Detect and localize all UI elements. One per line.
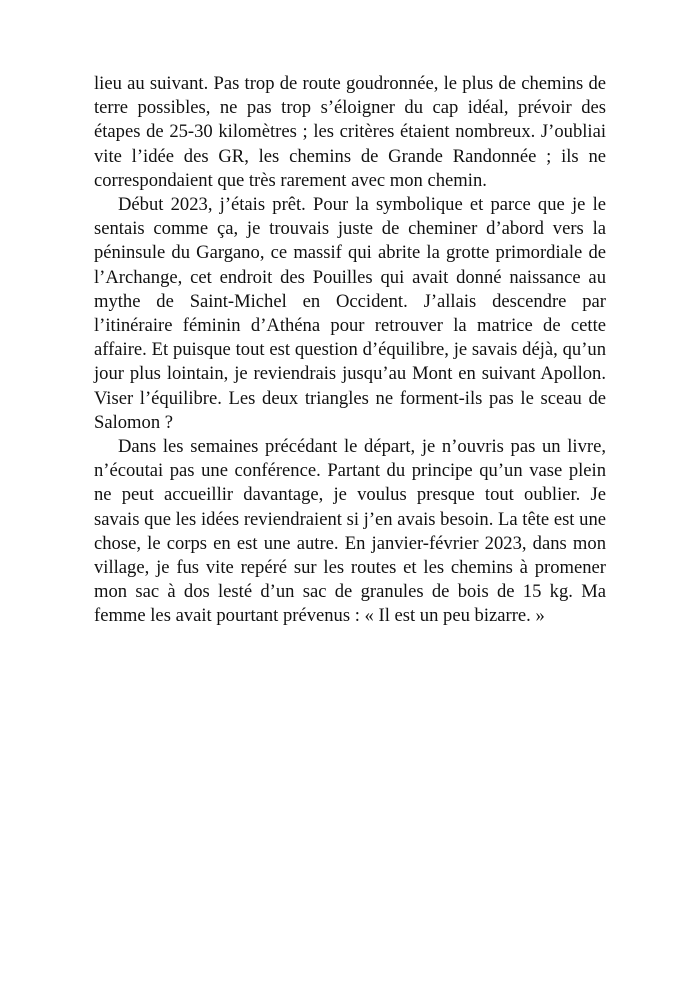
paragraph-debut-2023: Début 2023, j’étais prêt. Pour la symbolique et parce que je le sentais comme ça, je trouvais juste de cheminer d’abord vers la péninsule du Gargano, ce massif qui abrite la grotte primordiale de l’Archange, cet endroit des Pouilles qui avait donné naissance au mythe de Saint-Michel en Occident. J’allais descendre par l’itinéraire féminin d’Athéna pour retrouver la matrice de cette affaire. Et puisque tout est question d’équilibre, je savais déjà, qu’un jour plus lointain, je reviendrais jusqu’au Mont en suivant Apollon. Viser l’équilibre. Les deux triangles ne forment-ils pas le sceau de Salomon ? bbox=[94, 194, 606, 433]
page-text bbox=[94, 72, 606, 629]
paragraph-semaines-precedant: Dans les semaines précédant le départ, je n’ouvris pas un livre, n’écoutai pas une conférence. Partant du principe qu’un vase plein ne peut accueillir davantage, je voulus presque tout oublier. Je savais que les idées reviendraient si j’en avais besoin. La tête est une chose, le corps en est une autre. En janvier-février 2023, dans mon village, je fus vite repéré sur les routes et les chemins à promener mon sac à dos lesté d’un sac de granules de bois de 15 kg. Ma femme les avait pourtant prévenus : « Il est un peu bizarre. » bbox=[94, 436, 606, 627]
paragraph-continuation: lieu au suivant. Pas trop de route goudronnée, le plus de chemins de terre possibles, ne pas trop s’éloigner du cap idéal, prévoir des étapes de 25-30 kilomètres ; les critères étaient nombreux. J’oubliai vite l’idée des GR, les chemins de Grande Randonnée ; ils ne correspondaient que très rarement avec mon chemin. bbox=[94, 73, 606, 191]
